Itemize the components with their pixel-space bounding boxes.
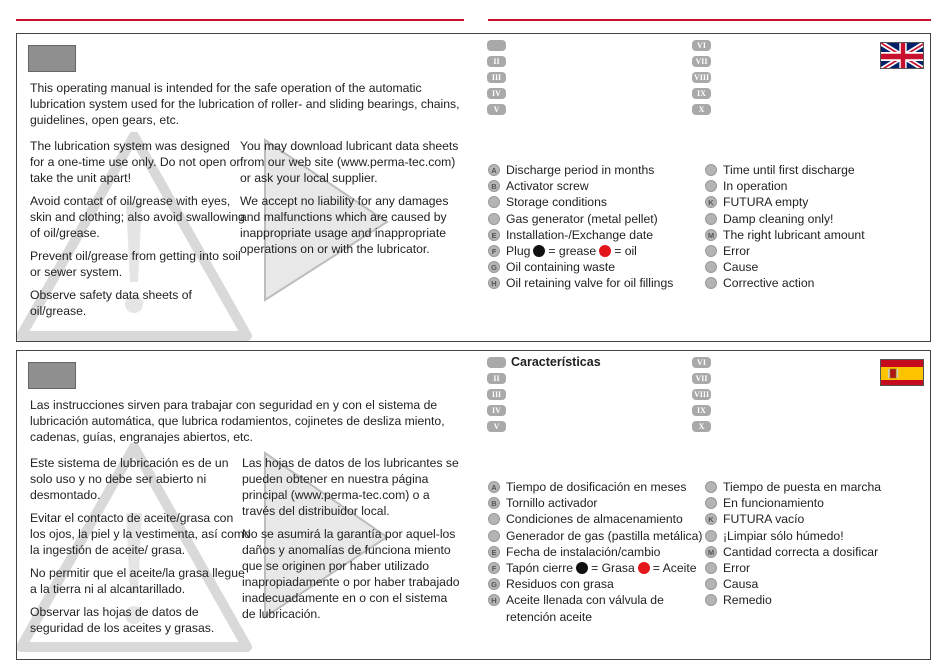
legend-item: Time until first discharge: [705, 162, 865, 178]
legend-item: B Activator screw: [488, 178, 673, 194]
roman-marker: V: [487, 421, 506, 434]
legend-item: Corrective action: [705, 275, 865, 291]
roman-marker: VI: [692, 357, 711, 370]
roman-marker: IX: [692, 88, 711, 101]
legend-item: M Cantidad correcta a dosificar: [705, 544, 881, 560]
paragraph: Este sistema de lubricación es de un solo uso y no debe ser abierto ni desmontado.: [30, 456, 229, 502]
safety-column-left: [30, 138, 245, 326]
paragraph: We accept no liability for any damages and malfunctions which are caused by inappropriate usage and inappropriate operations on or with the lubricator.: [240, 194, 449, 256]
roman-marker: [487, 40, 506, 53]
legend-item: Tiempo de puesta en marcha: [705, 479, 881, 495]
legend-left: [488, 479, 703, 625]
paragraph: The lubrication system was designed for a one-time use only. Do not open or take the unit apart!: [30, 139, 241, 185]
paragraph: No se asumirá la garantía por aquel-los daños y anomalías de funciona miento que se originen por haber utilizado inapropiadamente o por haber trabajado inadecuadamente en o con el sistema de lubricación.: [242, 527, 460, 621]
uk-flag-icon: [880, 42, 924, 69]
roman-marker: III: [487, 72, 506, 85]
section-color-tab: [28, 45, 76, 72]
oil-dot-icon: [599, 245, 611, 257]
paragraph: You may download lubricant data sheets from our web site (www.perma-tec.com) or ask your local supplier.: [240, 139, 459, 185]
legend-item: Generador de gas (pastilla metálica): [488, 528, 703, 544]
legend-left: [488, 162, 673, 292]
spain-flag-icon: [880, 359, 924, 386]
features-heading: Características: [511, 355, 601, 369]
grease-dot-icon: [576, 562, 588, 574]
legend-item: B Tornillo activador: [488, 495, 703, 511]
paragraph: No permitir que el aceite/la grasa llegue a la tierra ni al alcantarillado.: [30, 566, 245, 596]
english-section: [16, 33, 931, 342]
legend-item: Gas generator (metal pellet): [488, 211, 673, 227]
legend-item: G Residuos con grasa: [488, 576, 703, 592]
legend-item: G Oil containing waste: [488, 259, 673, 275]
legend-item: Condiciones de almacenamiento: [488, 511, 703, 527]
legend-item: H Oil retaining valve for oil fillings: [488, 275, 673, 291]
safety-column-left: [30, 455, 252, 643]
intro-text: This operating manual is intended for the safe operation of the automatic lubrication system used for the lubrication of roller- and sliding bearings, chains, guidelines, open gears, etc.: [30, 81, 460, 127]
top-rule-left: [16, 19, 464, 21]
legend-item: A Tiempo de dosificación en meses: [488, 479, 703, 495]
grease-dot-icon: [533, 245, 545, 257]
legend-item: En funcionamiento: [705, 495, 881, 511]
legend-right: [705, 479, 881, 609]
legend-item: Remedio: [705, 592, 881, 608]
oil-dot-icon: [638, 562, 650, 574]
legend-item: K FUTURA vacío: [705, 511, 881, 527]
legend-item: ¡Limpiar sólo húmedo!: [705, 528, 881, 544]
roman-marker: III: [487, 389, 506, 402]
roman-marker: IV: [487, 405, 506, 418]
paragraph: Evitar el contacto de aceite/grasa con los ojos, la piel y la vestimenta, así como la ingestión de aceite/ grasa.: [30, 511, 251, 557]
legend-item: H Aceite llenada con válvula de retención aceite: [488, 592, 703, 624]
intro-text: Las instrucciones sirven para trabajar con seguridad en y con el sistema de lubricación automática, que lubrica rodamientos, cojinetes de desliza miento, cadenas, guías, engranajes abiertos, etc.: [30, 398, 445, 444]
roman-marker: IV: [487, 88, 506, 101]
legend-item: Damp cleaning only!: [705, 211, 865, 227]
paragraph: Las hojas de datos de los lubricantes se pueden obtener en nuestra página principal (www.perma-tec.com) o a través del distribuidor local.: [242, 456, 459, 518]
legend-item: Cause: [705, 259, 865, 275]
safety-column-right: [242, 455, 464, 629]
paragraph: Prevent oil/grease from getting into soil or sewer system.: [30, 249, 241, 279]
roman-marker: II: [487, 56, 506, 69]
legend-item: Error: [705, 243, 865, 259]
legend-item: Storage conditions: [488, 194, 673, 210]
legend-item-plug: F Plug = grease = oil: [488, 243, 673, 259]
spanish-section: [16, 350, 931, 660]
legend-item: E Installation-/Exchange date: [488, 227, 673, 243]
roman-marker: VIII: [693, 390, 710, 399]
legend-item-plug: F Tapón cierre = Grasa = Aceite: [488, 560, 703, 576]
section-color-tab: [28, 362, 76, 389]
roman-marker: IX: [692, 405, 711, 418]
roman-marker: X: [692, 104, 711, 117]
paragraph: Avoid contact of oil/grease with eyes, skin and clothing; also avoid swallowing of oil/grease.: [30, 194, 245, 240]
legend-item: Error: [705, 560, 881, 576]
top-rule-right: [488, 19, 931, 21]
roman-marker: [487, 355, 601, 370]
legend-right: [705, 162, 865, 292]
paragraph: Observe safety data sheets of oil/grease.: [30, 288, 192, 318]
roman-marker: VI: [692, 40, 711, 53]
legend-item: In operation: [705, 178, 865, 194]
roman-marker: VII: [692, 56, 711, 69]
legend-item: A Discharge period in months: [488, 162, 673, 178]
roman-marker: II: [487, 373, 506, 386]
legend-item: Causa: [705, 576, 881, 592]
legend-item: M The right lubricant amount: [705, 227, 865, 243]
roman-marker: V: [487, 104, 506, 117]
legend-item: K FUTURA empty: [705, 194, 865, 210]
safety-column-right: [240, 138, 468, 264]
roman-marker: VIII: [693, 73, 710, 82]
paragraph: Observar las hojas de datos de seguridad de los aceites y grasas.: [30, 605, 215, 635]
roman-marker: X: [692, 421, 711, 434]
roman-marker: VII: [692, 373, 711, 386]
legend-item: E Fecha de instalación/cambio: [488, 544, 703, 560]
